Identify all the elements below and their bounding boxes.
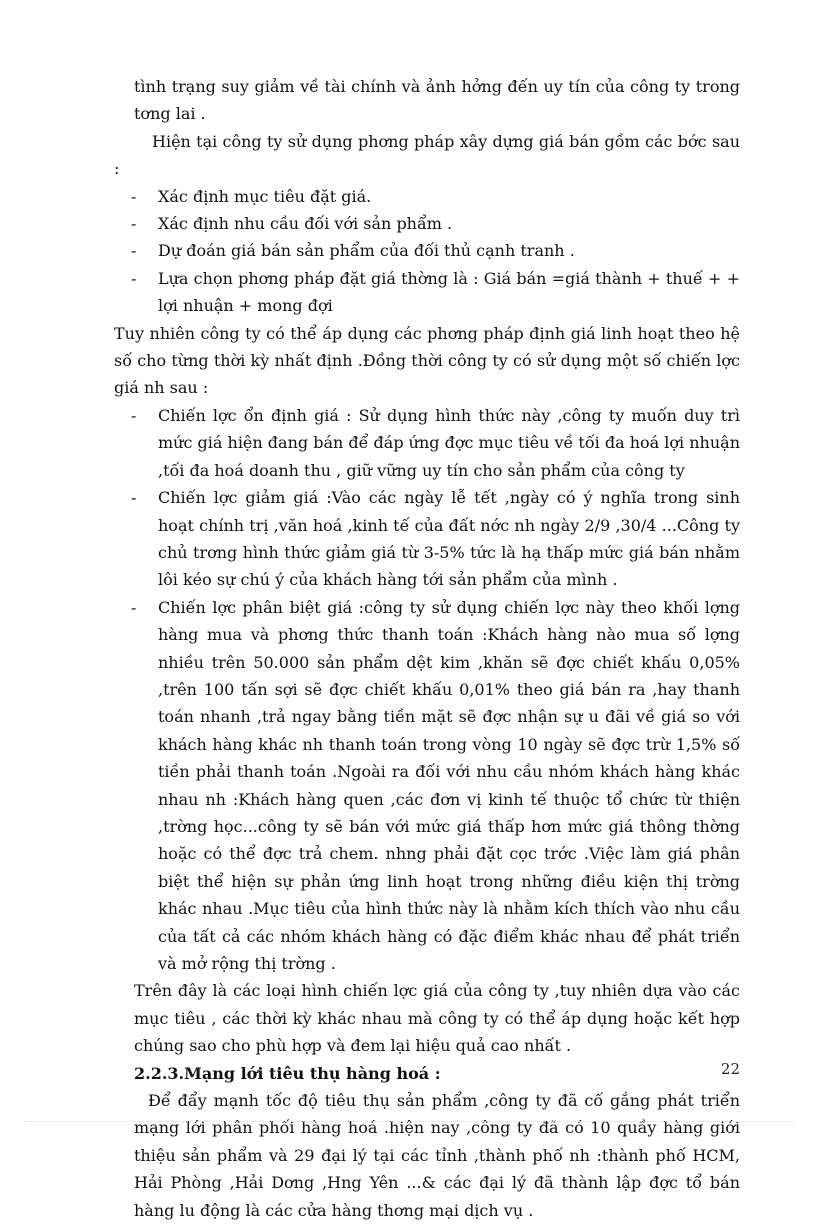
pricing-strategies-list — [114, 402, 740, 978]
bullet-dash: - — [131, 405, 137, 425]
page-number: 22 — [720, 1060, 740, 1078]
list-item-text: Dự đoán giá bán sản phẩm của đối thủ cạnh tranh . — [158, 241, 575, 261]
list-item — [114, 402, 740, 484]
list-item — [114, 183, 740, 210]
list-item-text: Xác định mục tiêu đặt giá. — [158, 186, 372, 206]
bullet-dash: - — [131, 268, 137, 288]
list-item-text: Chiến lợc giảm giá :Vào các ngày lễ tết ,ngày có ý nghĩa trong sinh hoạt chính trị ,văn hoá ,kinh tế của đất nớc nh ngày 2/9 ,30/4 ...Công ty chủ trơng hình thức giảm giá từ 3-5% tức là hạ thấp mức giá bán nhằm lôi kéo sự chú ý của khách hàng tới sản phẩm của mình . — [158, 488, 740, 590]
paragraph-strategies-intro: Tuy nhiên công ty có thể áp dụng các phơng pháp định giá linh hoạt theo hệ số cho từng thời kỳ nhất định .Đồng thời công ty có sử dụng một số chiến lợc giá nh sau : — [114, 323, 740, 398]
list-item-text: Lựa chọn phơng pháp đặt giá thờng là : Giá bán =giá thành + thuế + + lợi nhuận + mong đợi — [158, 268, 740, 316]
list-item — [114, 265, 740, 320]
paragraph-distribution: Để đẩy mạnh tốc độ tiêu thụ sản phẩm ,công ty đã cố gắng phát triển mạng lới phân phối hàng hoá .hiện nay ,công ty đã có 10 quầy hàng giới thiệu sản phẩm và 29 đại lý tại các tỉnh ,thành phố nh :thành phố HCM, Hải Phòng ,Hải Dơng ,Hng Yên ...& các đại lý đã thành lập đợc tổ bán hàng lu động là các cửa hàng thơng mại dịch vụ . — [134, 1091, 740, 1220]
bullet-dash: - — [131, 214, 137, 234]
list-item-text: Chiến lợc ổn định giá : Sử dụng hình thức này ,công ty muốn duy trì mức giá hiện đang bán để đáp ứng đợc mục tiêu về tối đa hoá lợi nhuận ,tối đa hoá doanh thu , giữ vững uy tín cho sản phẩm của công ty — [158, 405, 740, 480]
list-item — [114, 594, 740, 978]
list-item-text: Chiến lợc phân biệt giá :công ty sử dụng chiến lợc này theo khối lợng hàng mua và phơng thức thanh toán :Khách hàng nào mua số lợng nhiều trên 50.000 sản phẩm dệt kim ,khăn sẽ đợc chiết khấu 0,05% ,trên 100 tấn sợi sẽ đợc chiết khấu 0,01% theo giá bán ra ,hay thanh toán nhanh ,trả ngay bằng tiền mặt sẽ đợc nhận sự u đãi về giá so với khách hàng khác nh thanh toán trong vòng 10 ngày sẽ đợc trừ 1,5% số tiền phải thanh toán .Ngoài ra đối với nhu cầu nhóm khách hàng khác nhau nh :Khách hàng quen ,các đơn vị kinh tế thuộc tổ chức từ thiện ,trờng học...công ty sẽ bán với mức giá thấp hơn mức giá thông thờng hoặc có thể đợc trả chem. nhng phải đặt cọc trớc .Việc làm giá phân biệt thể hiện sự phản ứng linh hoạt trong những điều kiện thị trờng khác nhau .Mục tiêu của hình thức này là nhằm kích thích vào nhu cầu của tất cả các nhóm khách hàng có đặc điểm khác nhau để phát triển và mở rộng thị trờng . — [158, 597, 740, 973]
list-item — [114, 210, 740, 237]
pricing-steps-list — [114, 183, 740, 320]
footer-divider — [24, 1121, 794, 1122]
section-heading: 2.2.3.Mạng lới tiêu thụ hàng hoá : — [134, 1063, 441, 1083]
bullet-dash: - — [131, 597, 137, 617]
list-item — [114, 237, 740, 264]
paragraph-summary: Trên đây là các loại hình chiến lợc giá của công ty ,tuy nhiên dựa vào các mục tiêu , các thời kỳ khác nhau mà công ty có thể áp dụng hoặc kết hợp chúng sao cho phù hợp và đem lại hiệu quả cao nhất . — [134, 981, 740, 1056]
bullet-dash: - — [131, 186, 137, 206]
list-item-text: Xác định nhu cầu đối với sản phẩm . — [158, 214, 453, 234]
paragraph-intro: tình trạng suy giảm về tài chính và ảnh hởng đến uy tín của công ty trong tơng lai . — [134, 77, 740, 124]
list-item — [114, 484, 740, 594]
bullet-dash: - — [131, 241, 137, 261]
bullet-dash: - — [131, 488, 137, 508]
page-content — [114, 73, 740, 1224]
paragraph-pricing-steps-intro: Hiện tại công ty sử dụng phơng pháp xây dựng giá bán gồm các bớc sau : — [114, 131, 740, 179]
